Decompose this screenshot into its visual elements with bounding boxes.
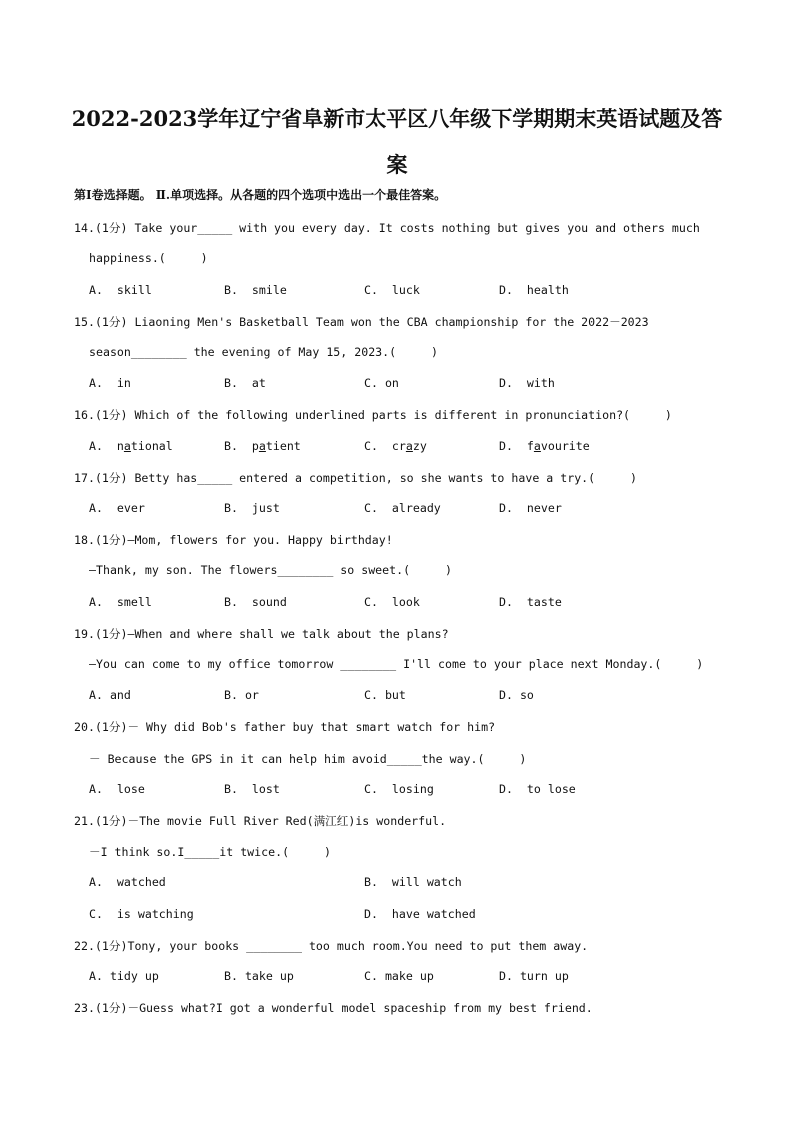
q16-option-d[interactable] bbox=[499, 439, 590, 453]
option-text: zy bbox=[412, 439, 427, 453]
option-text: D. f bbox=[499, 439, 534, 453]
question-20-stem: 20.(1分)－ Why did Bob's father buy that smart watch for him? bbox=[74, 720, 496, 734]
section-header: 第Ⅰ卷选择题。 Ⅱ.单项选择。从各题的四个选项中选出一个最佳答案。 bbox=[74, 188, 447, 202]
q15-option-d[interactable]: D. with bbox=[499, 376, 555, 390]
q21-option-c[interactable]: C. is watching bbox=[89, 907, 194, 921]
q19-option-d[interactable]: D. so bbox=[499, 688, 534, 702]
q17-option-a[interactable]: A. ever bbox=[89, 501, 145, 515]
q18-option-a[interactable]: A. smell bbox=[89, 595, 152, 609]
q22-option-d[interactable]: D. turn up bbox=[499, 969, 569, 983]
q18-option-b[interactable]: B. sound bbox=[224, 595, 287, 609]
q21-option-d[interactable]: D. have watched bbox=[364, 907, 476, 921]
underlined-letter: a bbox=[533, 439, 541, 453]
underlined-letter: a bbox=[123, 439, 131, 453]
q15-option-c[interactable]: C. on bbox=[364, 376, 399, 390]
option-text: tional bbox=[130, 439, 173, 453]
question-16-stem: 16.(1分) Which of the following underlined parts is different in pronunciation?( ) bbox=[74, 408, 672, 422]
option-text: A. n bbox=[89, 439, 124, 453]
question-20-stem-cont: － Because the GPS in it can help him avoid_____the way.( ) bbox=[89, 752, 527, 766]
underlined-letter: a bbox=[258, 439, 266, 453]
q19-option-b[interactable]: B. or bbox=[224, 688, 259, 702]
document-title bbox=[60, 96, 734, 188]
option-text: tient bbox=[265, 439, 301, 453]
q20-option-d[interactable]: D. to lose bbox=[499, 782, 576, 796]
q14-option-c[interactable]: C. luck bbox=[364, 283, 420, 297]
q15-option-b[interactable]: B. at bbox=[224, 376, 266, 390]
q21-option-b[interactable]: B. will watch bbox=[364, 875, 462, 889]
q20-option-a[interactable]: A. lose bbox=[89, 782, 145, 796]
q22-option-c[interactable]: C. make up bbox=[364, 969, 434, 983]
question-18-stem-cont: —Thank, my son. The flowers________ so sweet.( ) bbox=[89, 563, 452, 577]
q22-option-b[interactable]: B. take up bbox=[224, 969, 294, 983]
q16-option-b[interactable] bbox=[224, 439, 301, 453]
question-23-stem: 23.(1分)－Guess what?I got a wonderful model spaceship from my best friend. bbox=[74, 1001, 593, 1015]
question-21-stem-cont: －I think so.I_____it twice.( ) bbox=[89, 845, 331, 859]
q14-option-a[interactable]: A. skill bbox=[89, 283, 152, 297]
q15-option-a[interactable]: A. in bbox=[89, 376, 131, 390]
question-22-stem: 22.(1分)Tony, your books ________ too much room.You need to put them away. bbox=[74, 939, 589, 953]
title-line-1: 2022-2023学年辽宁省阜新市太平区八年级下学期期末英语试题及答 bbox=[71, 106, 723, 131]
question-14-stem: 14.(1分) Take your_____ with you every day. It costs nothing but gives you and others much bbox=[74, 221, 700, 235]
question-15-stem-cont: season________ the evening of May 15, 2023.( ) bbox=[89, 345, 439, 359]
q19-option-a[interactable]: A. and bbox=[89, 688, 131, 702]
q14-option-b[interactable]: B. smile bbox=[224, 283, 287, 297]
option-text: vourite bbox=[540, 439, 590, 453]
q22-option-a[interactable]: A. tidy up bbox=[89, 969, 159, 983]
q18-option-d[interactable]: D. taste bbox=[499, 595, 562, 609]
q17-option-b[interactable]: B. just bbox=[224, 501, 280, 515]
q14-option-d[interactable]: D. health bbox=[499, 283, 569, 297]
question-17-stem: 17.(1分) Betty has_____ entered a competition, so she wants to have a try.( ) bbox=[74, 471, 638, 485]
q17-option-c[interactable]: C. already bbox=[364, 501, 441, 515]
question-19-stem-cont: —You can come to my office tomorrow ________ I'll come to your place next Monday.( ) bbox=[89, 657, 704, 671]
q16-option-c[interactable] bbox=[364, 439, 427, 453]
q21-option-a[interactable]: A. watched bbox=[89, 875, 166, 889]
question-21-stem: 21.(1分)－The movie Full River Red(满江红)is wonderful. bbox=[74, 814, 447, 828]
option-text: B. p bbox=[224, 439, 259, 453]
question-18-stem: 18.(1分)—Mom, flowers for you. Happy birthday! bbox=[74, 533, 393, 547]
question-14-stem-cont: happiness.( ) bbox=[89, 251, 208, 265]
q17-option-d[interactable]: D. never bbox=[499, 501, 562, 515]
q16-option-a[interactable] bbox=[89, 439, 173, 453]
underlined-letter: a bbox=[405, 439, 413, 453]
q20-option-c[interactable]: C. losing bbox=[364, 782, 434, 796]
question-15-stem: 15.(1分) Liaoning Men's Basketball Team won the CBA championship for the 2022－2023 bbox=[74, 315, 649, 329]
question-19-stem: 19.(1分)—When and where shall we talk about the plans? bbox=[74, 627, 449, 641]
title-line-2: 案 bbox=[386, 152, 408, 177]
q18-option-c[interactable]: C. look bbox=[364, 595, 420, 609]
option-text: C. cr bbox=[364, 439, 406, 453]
q19-option-c[interactable]: C. but bbox=[364, 688, 406, 702]
q20-option-b[interactable]: B. lost bbox=[224, 782, 280, 796]
